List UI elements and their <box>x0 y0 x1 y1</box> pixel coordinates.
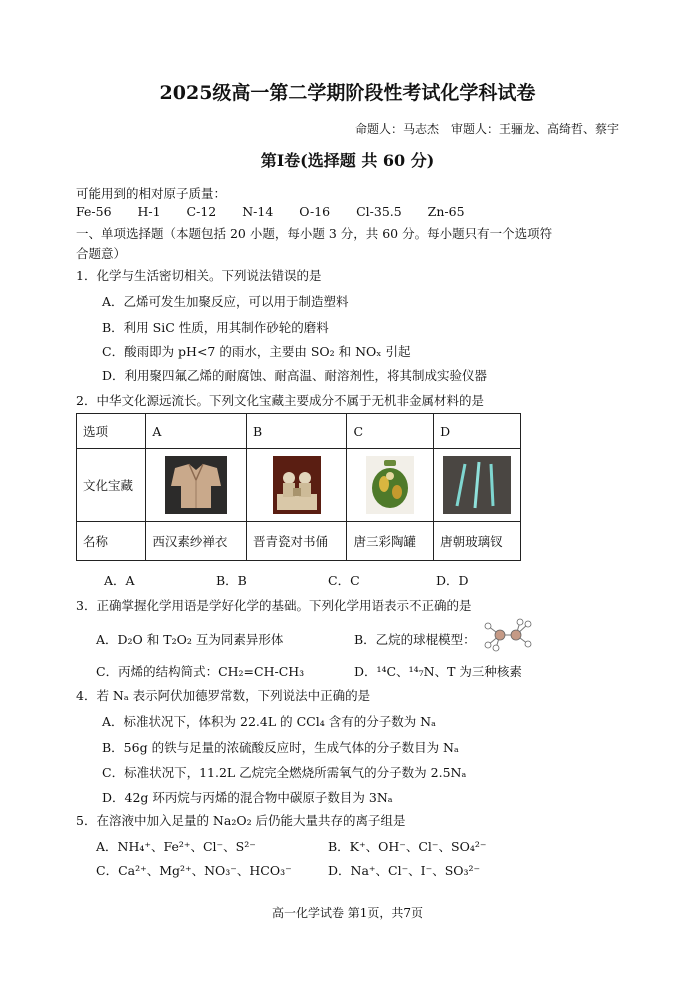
image-cell-a <box>146 449 247 522</box>
q2-option-b: B．B <box>216 573 247 588</box>
exam-title: 2025级高一第二学期阶段性考试化学科试卷 <box>159 82 536 104</box>
q3-stem: 3．正确掌握化学用语是学好化学的基础。下列化学用语表示不正确的是 <box>76 598 472 613</box>
table-header-cell: B <box>247 414 347 449</box>
q1-option-c: C．酸雨即为 pH<7 的雨水，主要由 SO₂ 和 NOₓ 引起 <box>102 344 411 359</box>
authors-line: 命题人：马志杰 审题人：王骊龙、高绮哲、蔡宇 <box>354 122 619 136</box>
q4-option-a: A．标准状况下，体积为 22.4L 的 CCl₄ 含有的分子数为 Nₐ <box>102 714 436 729</box>
q5-option-b: B．K⁺、OH⁻、Cl⁻、SO₄²⁻ <box>328 839 487 854</box>
atomic-mass-item: C-12 <box>186 204 217 219</box>
item-name-cell: 唐朝玻璃钗 <box>434 522 521 561</box>
image-cell-c <box>347 449 434 522</box>
silk-robe-image <box>165 456 227 514</box>
q2-option-a: A．A <box>104 573 135 588</box>
q4-option-c: C．标准状况下，11.2L 乙烷完全燃烧所需氧气的分子数为 2.5Nₐ <box>102 765 467 780</box>
image-cell-d <box>434 449 521 522</box>
atomic-mass-list <box>76 204 465 219</box>
item-name-cell: 西汉素纱禅衣 <box>146 522 247 561</box>
q4-stem: 4．若 Nₐ 表示阿伏加德罗常数，下列说法中正确的是 <box>76 688 371 703</box>
atomic-mass-item: Fe-56 <box>76 204 112 219</box>
q2-option-d: D．D <box>436 573 469 588</box>
atomic-mass-item: O-16 <box>299 204 331 219</box>
q2-stem: 2．中华文化源远流长。下列文化宝藏主要成分不属于无机非金属材料的是 <box>76 393 484 408</box>
item-name-cell: 唐三彩陶罐 <box>347 522 434 561</box>
q3-option-d: D．¹⁴C、¹⁴₇N、T 为三种核素 <box>354 664 522 679</box>
page-footer: 高一化学试卷 第1页，共7页 <box>271 906 424 920</box>
q1-option-b: B．利用 SiC 性质，用其制作砂轮的磨料 <box>102 320 329 335</box>
name-label-cell: 名称 <box>77 522 146 561</box>
atomic-mass-item: Cl-35.5 <box>356 204 402 219</box>
sancai-jar-image <box>366 456 414 514</box>
q1-option-a: A．乙烯可发生加聚反应，可以用于制造塑料 <box>102 294 349 309</box>
atomic-mass-label: 可能用到的相对原子质量： <box>76 186 227 201</box>
atomic-mass-item: Zn-65 <box>427 204 465 219</box>
section-heading: 第Ⅰ卷(选择题 共 60 分) <box>260 151 435 170</box>
ethane-ball-stick-model <box>482 618 534 652</box>
atomic-mass-item: H-1 <box>137 204 161 219</box>
q1-option-d: D．利用聚四氟乙烯的耐腐蚀、耐高温、耐溶剂性，将其制成实验仪器 <box>102 368 488 383</box>
table-header-cell: A <box>146 414 247 449</box>
table-header-cell: C <box>347 414 434 449</box>
q5-option-c: C．Ca²⁺、Mg²⁺、NO₃⁻、HCO₃⁻ <box>96 863 292 878</box>
q3-option-c: C．丙烯的结构简式：CH₂=CH-CH₃ <box>96 664 305 679</box>
image-cell-b <box>247 449 347 522</box>
row-label-cell: 文化宝藏 <box>77 449 146 522</box>
table-header-cell: 选项 <box>77 414 146 449</box>
q4-option-b: B．56g 的铁与足量的浓硫酸反应时，生成气体的分子数目为 Nₐ <box>102 740 459 755</box>
glass-hairpin-image <box>443 456 511 514</box>
instruction-line-1: 一、单项选择题（本题包括 20 小题，每小题 3 分，共 60 分。每小题只有一个选项符 <box>76 226 553 241</box>
q5-option-d: D．Na⁺、Cl⁻、I⁻、SO₃²⁻ <box>328 863 481 878</box>
q5-stem: 5．在溶液中加入足量的 Na₂O₂ 后仍能大量共存的离子组是 <box>76 813 406 828</box>
q3-option-a: A．D₂O 和 T₂O₂ 互为同素异形体 <box>96 632 284 647</box>
item-name-cell: 晋青瓷对书俑 <box>247 522 347 561</box>
q1-stem: 1．化学与生活密切相关。下列说法错误的是 <box>76 268 322 283</box>
table-header-cell: D <box>434 414 521 449</box>
q2-option-c: C．C <box>328 573 360 588</box>
celadon-figurine-image <box>273 456 321 514</box>
instruction-line-2: 合题意） <box>76 246 127 261</box>
q2-table <box>76 413 521 561</box>
q5-option-a: A．NH₄⁺、Fe²⁺、Cl⁻、S²⁻ <box>96 839 256 854</box>
atomic-mass-item: N-14 <box>242 204 274 219</box>
q3-option-b: B．乙烷的球棍模型： <box>354 632 476 647</box>
q4-option-d: D．42g 环丙烷与丙烯的混合物中碳原子数目为 3Nₐ <box>102 790 393 805</box>
